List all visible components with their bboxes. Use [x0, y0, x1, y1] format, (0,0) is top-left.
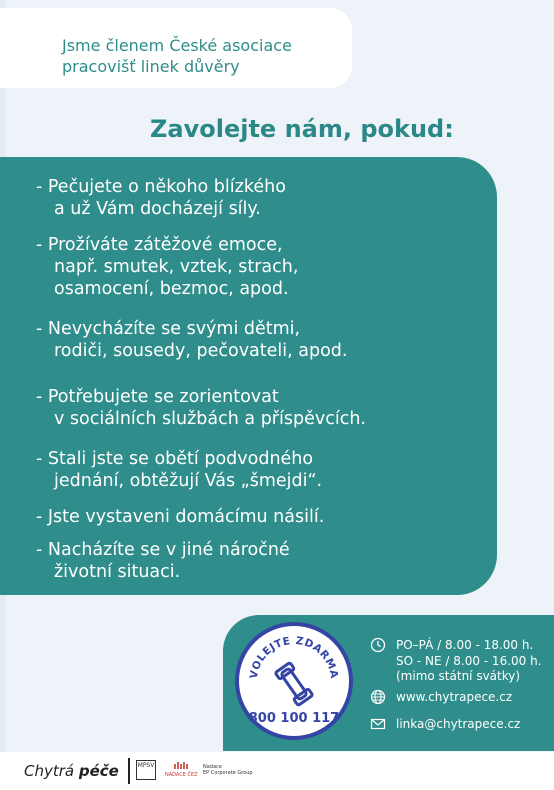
reason-item: [36, 176, 496, 220]
nadace-ep-line-1: Nadace: [203, 764, 222, 770]
reason-line: rodiči, sousedy, pečovateli, apod.: [54, 341, 348, 361]
membership-text: [62, 35, 342, 77]
chytra-pece-logo: [24, 762, 119, 780]
reason-item: [36, 318, 496, 362]
page-headline: Zavolejte nám, pokud:: [150, 115, 454, 143]
email-link[interactable]: linka@chytrapece.cz: [396, 717, 521, 731]
hours-weekend: SO - NE / 8.00 - 16.00 h.: [396, 654, 542, 668]
reason-line: - Jste vystaveni domácímu násilí.: [36, 507, 325, 527]
web-link[interactable]: www.chytrapece.cz: [396, 690, 513, 704]
reason-item: [36, 539, 496, 583]
badge-ring-text: VOLEJTE ZDARMA: [247, 634, 341, 680]
logo-divider: [128, 758, 130, 784]
reason-item: [36, 234, 496, 300]
membership-line-1: Jsme členem České asociace: [62, 36, 292, 55]
reason-line: v sociálních službách a příspěvcích.: [54, 409, 366, 429]
hours-note: (mimo státní svátky): [396, 669, 521, 683]
badge-phone-number: 800 100 117: [248, 711, 340, 726]
nadace-cez-text: NADACE ČEZ: [165, 772, 198, 778]
reason-item: [36, 386, 496, 430]
nadace-ep-line-2: EP Corporate Group: [203, 770, 253, 776]
reason-item: [36, 448, 496, 492]
nadace-cez-logo: [165, 760, 198, 778]
globe-icon: [370, 689, 386, 705]
membership-line-2: pracovišť linek důvěry: [62, 57, 240, 76]
reason-line: a už Vám docházejí síly.: [54, 199, 261, 219]
nadace-cez-mark: [174, 760, 188, 770]
reason-line: osamocení, bezmoc, apod.: [54, 279, 289, 299]
brand-bold: péče: [78, 762, 119, 780]
badge-graphic: [239, 626, 349, 736]
free-call-badge[interactable]: [235, 622, 353, 740]
clock-icon: [370, 637, 386, 653]
brand-plain: Chytrá: [24, 762, 79, 780]
nadace-ep-logo: [203, 764, 253, 776]
reason-line: např. smutek, vztek, strach,: [54, 257, 299, 277]
reason-line: jednání, obtěžují Vás „šmejdi“.: [54, 471, 323, 491]
hours-weekday: PO–PÁ / 8.00 - 18.00 h.: [396, 638, 534, 652]
mpsv-logo: MPSV: [136, 760, 156, 780]
reason-line: - Stali jste se obětí podvodného: [36, 449, 314, 469]
reason-line: - Potřebujete se zorientovat: [36, 387, 279, 407]
reason-item: [36, 506, 496, 528]
reason-line: - Nevycházíte se svými dětmi,: [36, 319, 301, 339]
reason-line: - Pečujete o někoho blízkého: [36, 177, 286, 197]
phone-handset-icon: [275, 662, 313, 705]
reason-line: - Nacházíte se v jiné náročné: [36, 540, 290, 560]
reason-line: - Prožíváte zátěžové emoce,: [36, 235, 283, 255]
envelope-icon: [370, 716, 386, 732]
reasons-panel: [0, 157, 497, 595]
reason-line: životní situaci.: [54, 562, 181, 582]
